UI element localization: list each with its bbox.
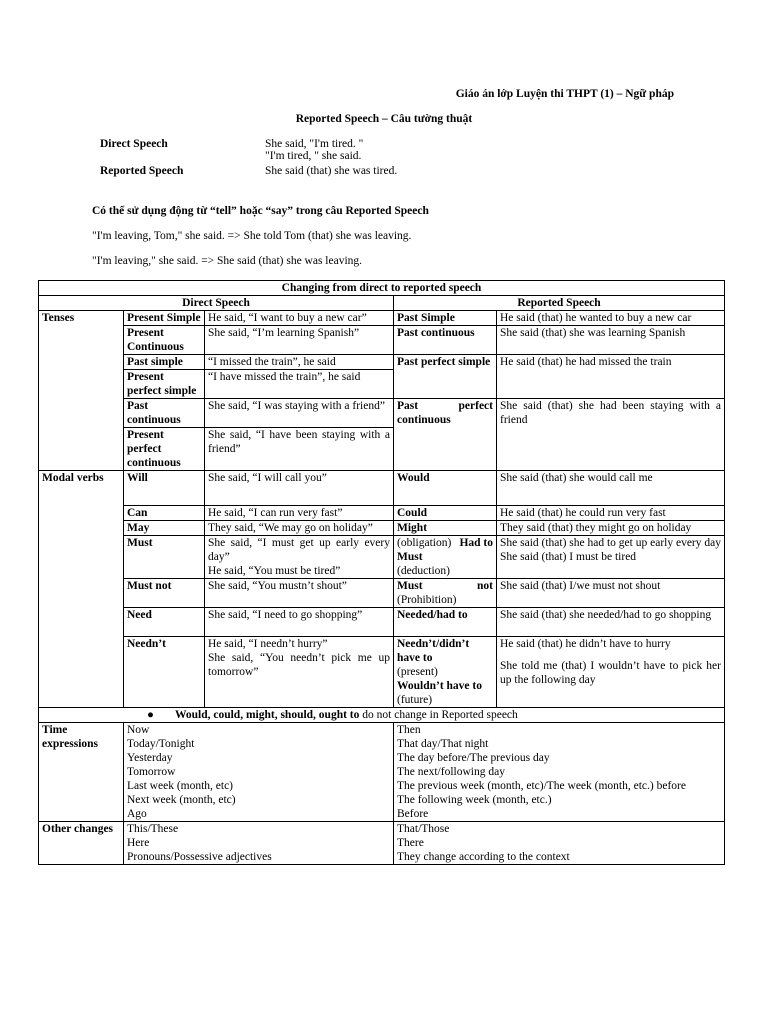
reported-modal-note: (present) <box>397 666 438 678</box>
table-row <box>39 579 725 608</box>
reported-example: They said (that) they might go on holiday <box>497 521 725 536</box>
direct-example-line: He said, “You must be tired” <box>208 565 341 577</box>
reported-example: He said (that) he had missed the train <box>497 355 725 399</box>
reported-modal-line: Must not <box>397 580 493 592</box>
section-label-tenses: Tenses <box>39 311 124 471</box>
note-line: "I'm leaving," she said. => She said (that) she was leaving. <box>92 255 363 267</box>
page-title: Reported Speech – Câu tường thuật <box>295 113 473 125</box>
direct-example: “I have missed the train”, he said <box>205 370 394 399</box>
list-item: Then <box>397 724 421 736</box>
list-item: Here <box>127 837 150 849</box>
direct-modal: Need <box>124 608 205 637</box>
other-direct-list <box>124 822 394 865</box>
example-line: "I'm tired, " she said. <box>265 150 362 162</box>
reported-example-line: He said (that) he didn’t have to hurry <box>500 638 671 650</box>
direct-modal: Must not <box>124 579 205 608</box>
list-item: The previous week (month, etc)/The week (month, etc.) before <box>397 780 686 792</box>
reported-modal <box>394 637 497 708</box>
section-label-other: Other changes <box>39 822 124 865</box>
reported-modal: Might <box>394 521 497 536</box>
table-caption: Changing from direct to reported speech <box>39 281 725 296</box>
table-row <box>39 536 725 579</box>
document-header: Giáo án lớp Luyện thi THPT (1) – Ngữ pháp <box>455 88 674 100</box>
direct-modal: Will <box>124 471 205 506</box>
reported-modal: Needed/had to <box>394 608 497 637</box>
reported-example: She said (that) she had been staying with a friend <box>497 399 725 471</box>
direct-example <box>205 637 394 708</box>
list-item: There <box>397 837 424 849</box>
reported-modal-note: (obligation) <box>397 537 452 549</box>
reported-tense: Past continuous <box>394 326 497 355</box>
reported-modal: Could <box>394 506 497 521</box>
direct-modal: May <box>124 521 205 536</box>
reported-modal-note: (deduction) <box>397 565 451 577</box>
col-header-reported: Reported Speech <box>394 296 725 311</box>
example-direct-text <box>265 138 363 162</box>
table-row <box>39 608 725 637</box>
reported-example: She said (that) she needed/had to go shopping <box>497 608 725 637</box>
list-item: The following week (month, etc.) <box>397 794 552 806</box>
list-item: That/Those <box>397 823 450 835</box>
reported-modal <box>394 536 497 579</box>
example-reported-text: She said (that) she was tired. <box>265 165 398 177</box>
direct-example: She said, “I’m learning Spanish” <box>205 326 394 355</box>
direct-example-line: She said, “I must get up early every day” <box>208 537 390 563</box>
modal-note-bold: Would, could, might, should, ought to <box>175 709 360 721</box>
time-reported-list <box>394 723 725 822</box>
list-item: Ago <box>127 808 147 820</box>
reported-example: He said (that) he wanted to buy a new car <box>497 311 725 326</box>
example-direct-label: Direct Speech <box>100 138 168 150</box>
list-item: Last week (month, etc) <box>127 780 234 792</box>
direct-modal: Must <box>124 536 205 579</box>
reported-example <box>497 637 725 708</box>
reported-example: She said (that) she was learning Spanish <box>497 326 725 355</box>
list-item: Now <box>127 724 150 736</box>
reported-example: She said (that) I/we must not shout <box>497 579 725 608</box>
direct-example <box>205 536 394 579</box>
table-row <box>39 822 725 865</box>
reported-example-line: She said (that) she had to get up early every day <box>500 537 721 549</box>
reported-example: She said (that) she would call me <box>497 471 725 506</box>
reported-example <box>497 536 725 579</box>
list-item: Before <box>397 808 429 820</box>
table-row <box>39 311 725 326</box>
reported-example-line: She told me (that) I wouldn’t have to pick her up the following day <box>500 660 721 686</box>
section-label-time: Time expressions <box>39 723 124 822</box>
list-item: This/These <box>127 823 179 835</box>
list-item: Next week (month, etc) <box>127 794 236 806</box>
reported-example: He said (that) he could run very fast <box>497 506 725 521</box>
reported-modal: Would <box>394 471 497 506</box>
list-item: Tomorrow <box>127 766 176 778</box>
reported-speech-table <box>38 280 725 865</box>
table-row <box>39 521 725 536</box>
bullet-icon: ● <box>147 709 154 721</box>
example-direct <box>100 138 363 162</box>
direct-example: She said, “I was staying with a friend” <box>205 399 394 428</box>
time-direct-list <box>124 723 394 822</box>
reported-tense: Past perfect simple <box>394 355 497 399</box>
direct-tense: Present Simple <box>124 311 205 326</box>
reported-modal-note: (future) <box>397 694 433 706</box>
section-label-modal: Modal verbs <box>39 471 124 708</box>
direct-tense: Present Continuous <box>124 326 205 355</box>
col-header-direct: Direct Speech <box>39 296 394 311</box>
table-row <box>39 471 725 506</box>
direct-example: He said, “I want to buy a new car” <box>205 311 394 326</box>
example-reported-label: Reported Speech <box>100 165 184 177</box>
direct-example-line: He said, “I needn’t hurry” <box>208 638 328 650</box>
reported-tense: Past Simple <box>394 311 497 326</box>
list-item: The next/following day <box>397 766 505 778</box>
list-item: They change according to the context <box>397 851 570 863</box>
direct-example: She said, “You mustn’t shout” <box>205 579 394 608</box>
direct-example: She said, “I need to go shopping” <box>205 608 394 637</box>
example-reported <box>100 165 397 177</box>
list-item: The day before/The previous day <box>397 752 550 764</box>
reported-modal-line: Must <box>397 551 423 563</box>
direct-modal: Can <box>124 506 205 521</box>
note-line: "I'm leaving, Tom," she said. => She told Tom (that) she was leaving. <box>92 230 412 242</box>
reported-modal-line: Wouldn’t have to <box>397 680 482 692</box>
table-row <box>39 506 725 521</box>
list-item: That day/That night <box>397 738 489 750</box>
list-item: Pronouns/Possessive adjectives <box>127 851 272 863</box>
reported-modal-note: (Prohibition) <box>397 594 457 606</box>
direct-example: “I missed the train”, he said <box>205 355 394 370</box>
direct-tense: Present perfect simple <box>124 370 205 399</box>
modal-note <box>39 708 725 723</box>
reported-tense: Past perfect continuous <box>394 399 497 471</box>
direct-tense: Past continuous <box>124 399 205 428</box>
note-title: Có thể sử dụng động từ “tell” hoặc “say” trong câu Reported Speech <box>92 205 429 217</box>
reported-modal-line: Had to <box>459 537 493 549</box>
direct-example-line: She said, “You needn’t pick me up tomorrow” <box>208 652 390 678</box>
direct-example: She said, “I will call you” <box>205 471 394 506</box>
table-row <box>39 708 725 723</box>
table-row <box>39 637 725 708</box>
list-item: Today/Tonight <box>127 738 195 750</box>
table-row <box>39 326 725 355</box>
reported-modal-line: Needn’t/didn’t have to <box>397 638 470 664</box>
reported-example-line: She said (that) I must be tired <box>500 551 637 563</box>
direct-tense: Present perfect continuous <box>124 428 205 471</box>
direct-tense: Past simple <box>124 355 205 370</box>
example-line: She said, "I'm tired. " <box>265 138 364 150</box>
direct-example: She said, “I have been staying with a friend” <box>205 428 394 471</box>
direct-example: He said, “I can run very fast” <box>205 506 394 521</box>
direct-modal: Needn’t <box>124 637 205 708</box>
table-row <box>39 723 725 822</box>
other-reported-list <box>394 822 725 865</box>
table-row <box>39 399 725 428</box>
table-row <box>39 355 725 370</box>
reported-modal <box>394 579 497 608</box>
list-item: Yesterday <box>127 752 173 764</box>
direct-example: They said, “We may go on holiday” <box>205 521 394 536</box>
modal-note-rest: do not change in Reported speech <box>359 709 518 721</box>
